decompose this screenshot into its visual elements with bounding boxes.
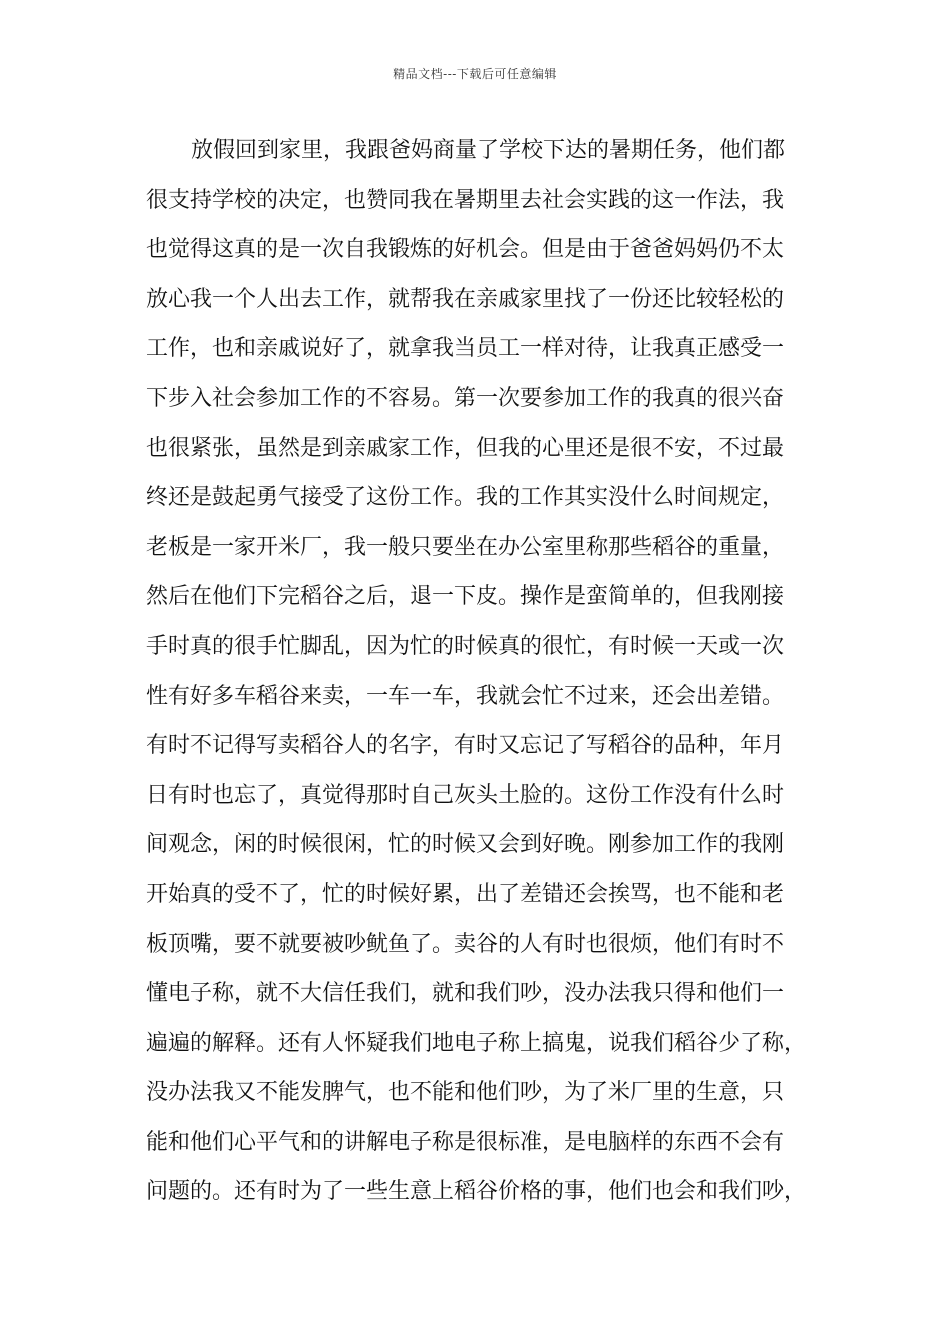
text-line: 也觉得这真的是一次自我锻炼的好机会。但是由于爸爸妈妈仍不太 (146, 237, 785, 263)
text-line: 问题的。还有时为了一些生意上稻谷价格的事，他们也会和我们吵， (146, 1179, 807, 1205)
text-line: 手时真的很手忙脚乱，因为忙的时候真的很忙，有时候一天或一次 (146, 633, 785, 659)
body-paragraph (146, 133, 822, 1224)
text-line: 放心我一个人出去工作，就帮我在亲戚家里找了一份还比较轻松的 (146, 286, 785, 312)
text-line: 日有时也忘了，真觉得那时自己灰头土脸的。这份工作没有什么时 (146, 782, 785, 808)
text-line: 遍遍的解释。还有人怀疑我们地电子称上搞鬼，说我们稻谷少了称， (146, 1030, 807, 1056)
text-line: 有时不记得写卖稻谷人的名字，有时又忘记了写稻谷的品种，年月 (146, 733, 785, 759)
text-line: 板顶嘴，要不就要被吵鱿鱼了。卖谷的人有时也很烦，他们有时不 (146, 931, 785, 957)
text-line: 终还是鼓起勇气接受了这份工作。我的工作其实没什么时间规定， (146, 485, 785, 511)
text-line: 性有好多车稻谷来卖，一车一车，我就会忙不过来，还会出差错。 (146, 683, 785, 709)
text-line: 工作，也和亲戚说好了，就拿我当员工一样对待，让我真正感受一 (146, 336, 785, 362)
text-line: 很支持学校的决定，也赞同我在暑期里去社会实践的这一作法，我 (146, 187, 785, 213)
page-header: 精品文档---下载后可任意编辑 (393, 67, 557, 81)
text-line: 然后在他们下完稻谷之后，退一下皮。操作是蛮简单的，但我刚接 (146, 584, 785, 610)
text-line: 间观念，闲的时候很闲，忙的时候又会到好晚。刚参加工作的我刚 (146, 832, 785, 858)
text-line: 能和他们心平气和的讲解电子称是很标准，是电脑样的东西不会有 (146, 1129, 785, 1155)
text-line: 老板是一家开米厂，我一般只要坐在办公室里称那些稻谷的重量， (146, 534, 785, 560)
text-line: 懂电子称，就不大信任我们，就和我们吵，没办法我只得和他们一 (146, 981, 785, 1007)
text-line: 下步入社会参加工作的不容易。第一次要参加工作的我真的很兴奋 (146, 385, 785, 411)
text-line: 开始真的受不了，忙的时候好累，出了差错还会挨骂，也不能和老 (146, 881, 785, 907)
text-line: 也很紧张，虽然是到亲戚家工作，但我的心里还是很不安，不过最 (146, 435, 785, 461)
text-line: 没办法我又不能发脾气，也不能和他们吵，为了米厂里的生意，只 (146, 1080, 785, 1106)
text-line: 放假回到家里，我跟爸妈商量了学校下达的暑期任务，他们都 (191, 138, 786, 163)
